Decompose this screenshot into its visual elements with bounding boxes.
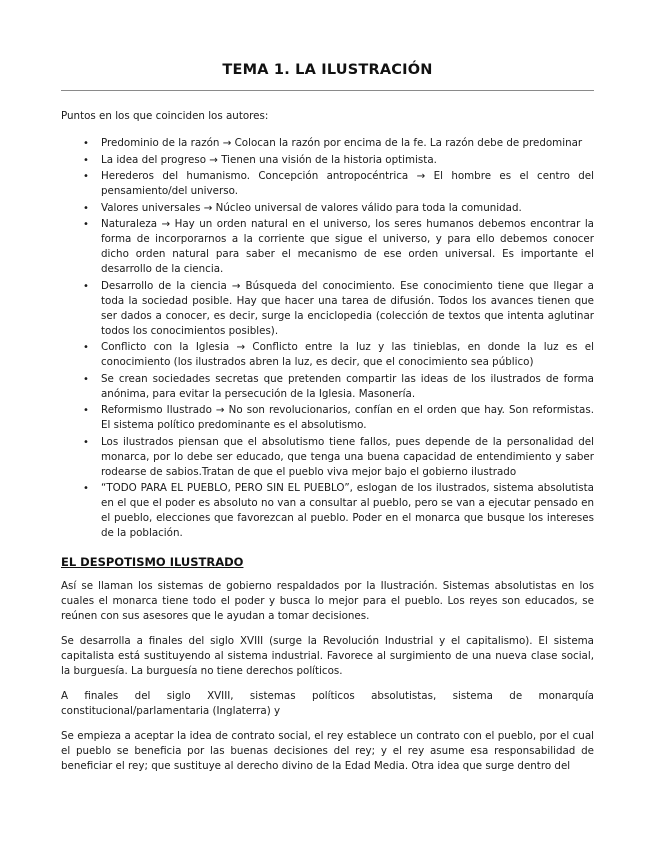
paragraph: Así se llaman los sistemas de gobierno respaldados por la Ilustración. Sistemas absolutistas en los cuales el monarca tiene todo el poder y busca lo mejor para el pueblo. Los reyes son educados, se reúnen con sus asesores que le ayudan a tomar decisiones. bbox=[61, 580, 594, 622]
list-item bbox=[83, 481, 594, 541]
section-title: EL DESPOTISMO ILUSTRADO bbox=[61, 555, 244, 569]
list-item-text: Valores universales → Núcleo universal de valores válido para toda la comunidad. bbox=[101, 201, 522, 214]
list-item bbox=[83, 435, 594, 480]
bullet-icon: • bbox=[83, 405, 89, 416]
bullet-icon: • bbox=[83, 436, 89, 448]
list-item bbox=[83, 136, 594, 151]
list-item bbox=[83, 279, 594, 339]
list-item-text: “TODO PARA EL PUEBLO, PERO SIN EL PUEBLO”, eslogan de los ilustrados, sistema absolutista en el que el poder es absoluto no van a consultar al pueblo, pero se van a ejecutar pensado en el pueblo, elecciones que favorezcan al pueblo. Poder en el monarca que busque los intereses de la población. bbox=[101, 482, 594, 539]
bullet-icon: • bbox=[83, 154, 89, 166]
list-item bbox=[83, 403, 594, 433]
bullet-icon: • bbox=[83, 202, 89, 214]
list-item-text: Reformismo Ilustrado → No son revolucionarios, confían en el orden que hay. Son reformistas. El sistema político predominante es el absolutismo. bbox=[101, 404, 594, 431]
bullet-icon: • bbox=[83, 280, 89, 292]
bullet-icon: • bbox=[83, 171, 89, 182]
bullet-icon: • bbox=[83, 483, 89, 494]
paragraph: Se empieza a aceptar la idea de contrato social, el rey establece un contrato con el pueblo, por el cual el pueblo se beneficia por las buenas decisiones del rey; y el rey asume esa responsabilidad de beneficiar el rey; que sustituye al derecho divino de la Edad Media. Otra idea que surge dentro del bbox=[61, 730, 594, 772]
page-title: TEMA 1. LA ILUSTRACIÓN bbox=[222, 62, 433, 78]
list-item-text: Herederos del humanismo. Concepción antropocéntrica → El hombre es el centro del pensamiento/del universo. bbox=[101, 170, 594, 197]
list-item-text: La idea del progreso → Tienen una visión de la historia optimista. bbox=[101, 153, 437, 166]
list-item-text: Se crean sociedades secretas que pretenden compartir las ideas de los ilustrados de forma anónima, para evitar la persecución de la Iglesia. Masonería. bbox=[101, 372, 594, 400]
paragraph: A finales del siglo XVIII, sistemas políticos absolutistas, sistema de monarquía constitucional/parlamentaria (Inglaterra) y bbox=[61, 690, 594, 717]
list-item-text: Los ilustrados piensan que el absolutismo tiene fallos, pues depende de la personalidad del monarca, por lo debe ser educado, que tenga una buena capacidad de entendimiento y saber rodearse de sabios.Tratan de que el pueblo viva mejor bajo el gobierno ilustrado bbox=[101, 435, 594, 478]
list-item bbox=[83, 153, 594, 168]
list-item bbox=[83, 217, 594, 277]
intro-text: Puntos en los que coinciden los autores: bbox=[61, 110, 269, 122]
bullet-icon: • bbox=[83, 219, 89, 230]
list-item-text: Desarrollo de la ciencia → Búsqueda del conocimiento. Ese conocimiento tiene que llegar a toda la sociedad posible. Hay que hacer una tarea de difusión. Todos los avances tienen que ser dados a conocer, es decir, surge la enciclopedia (colección de textos que intenta aglutinar todos los conocimientos posibles). bbox=[101, 279, 594, 337]
list-item bbox=[83, 169, 594, 199]
points-list bbox=[61, 136, 594, 541]
list-item bbox=[83, 372, 594, 402]
bullet-icon: • bbox=[83, 342, 89, 353]
list-item-text: Conflicto con la Iglesia → Conflicto entre la luz y las tinieblas, en donde la luz es el conocimiento (los ilustrados abren la luz, es decir, que el conocimiento sea público) bbox=[101, 341, 594, 368]
title-divider bbox=[61, 90, 594, 91]
bullet-icon: • bbox=[83, 373, 89, 385]
list-item bbox=[83, 201, 594, 216]
list-item bbox=[83, 340, 594, 370]
bullet-icon: • bbox=[83, 138, 89, 149]
section-body bbox=[61, 579, 594, 774]
list-item-text: Naturaleza → Hay un orden natural en el universo, los seres humanos debemos encontrar la forma de incorporarnos a la corriente que sigue el universo, y para ello debemos conocer dicho orden natural para saber el mecanismo de ese orden universal. Es importante el desarrollo de la ciencia. bbox=[101, 218, 594, 275]
paragraph: Se desarrolla a finales del siglo XVIII (surge la Revolución Industrial y el capitalismo). El sistema capitalista está sustituyendo al sistema industrial. Favorece al surgimiento de una nueva clase social, la burguesía. La burguesía no tiene derechos políticos. bbox=[61, 635, 594, 677]
list-item-text: Predominio de la razón → Colocan la razón por encima de la fe. La razón debe de predominar bbox=[101, 137, 583, 149]
